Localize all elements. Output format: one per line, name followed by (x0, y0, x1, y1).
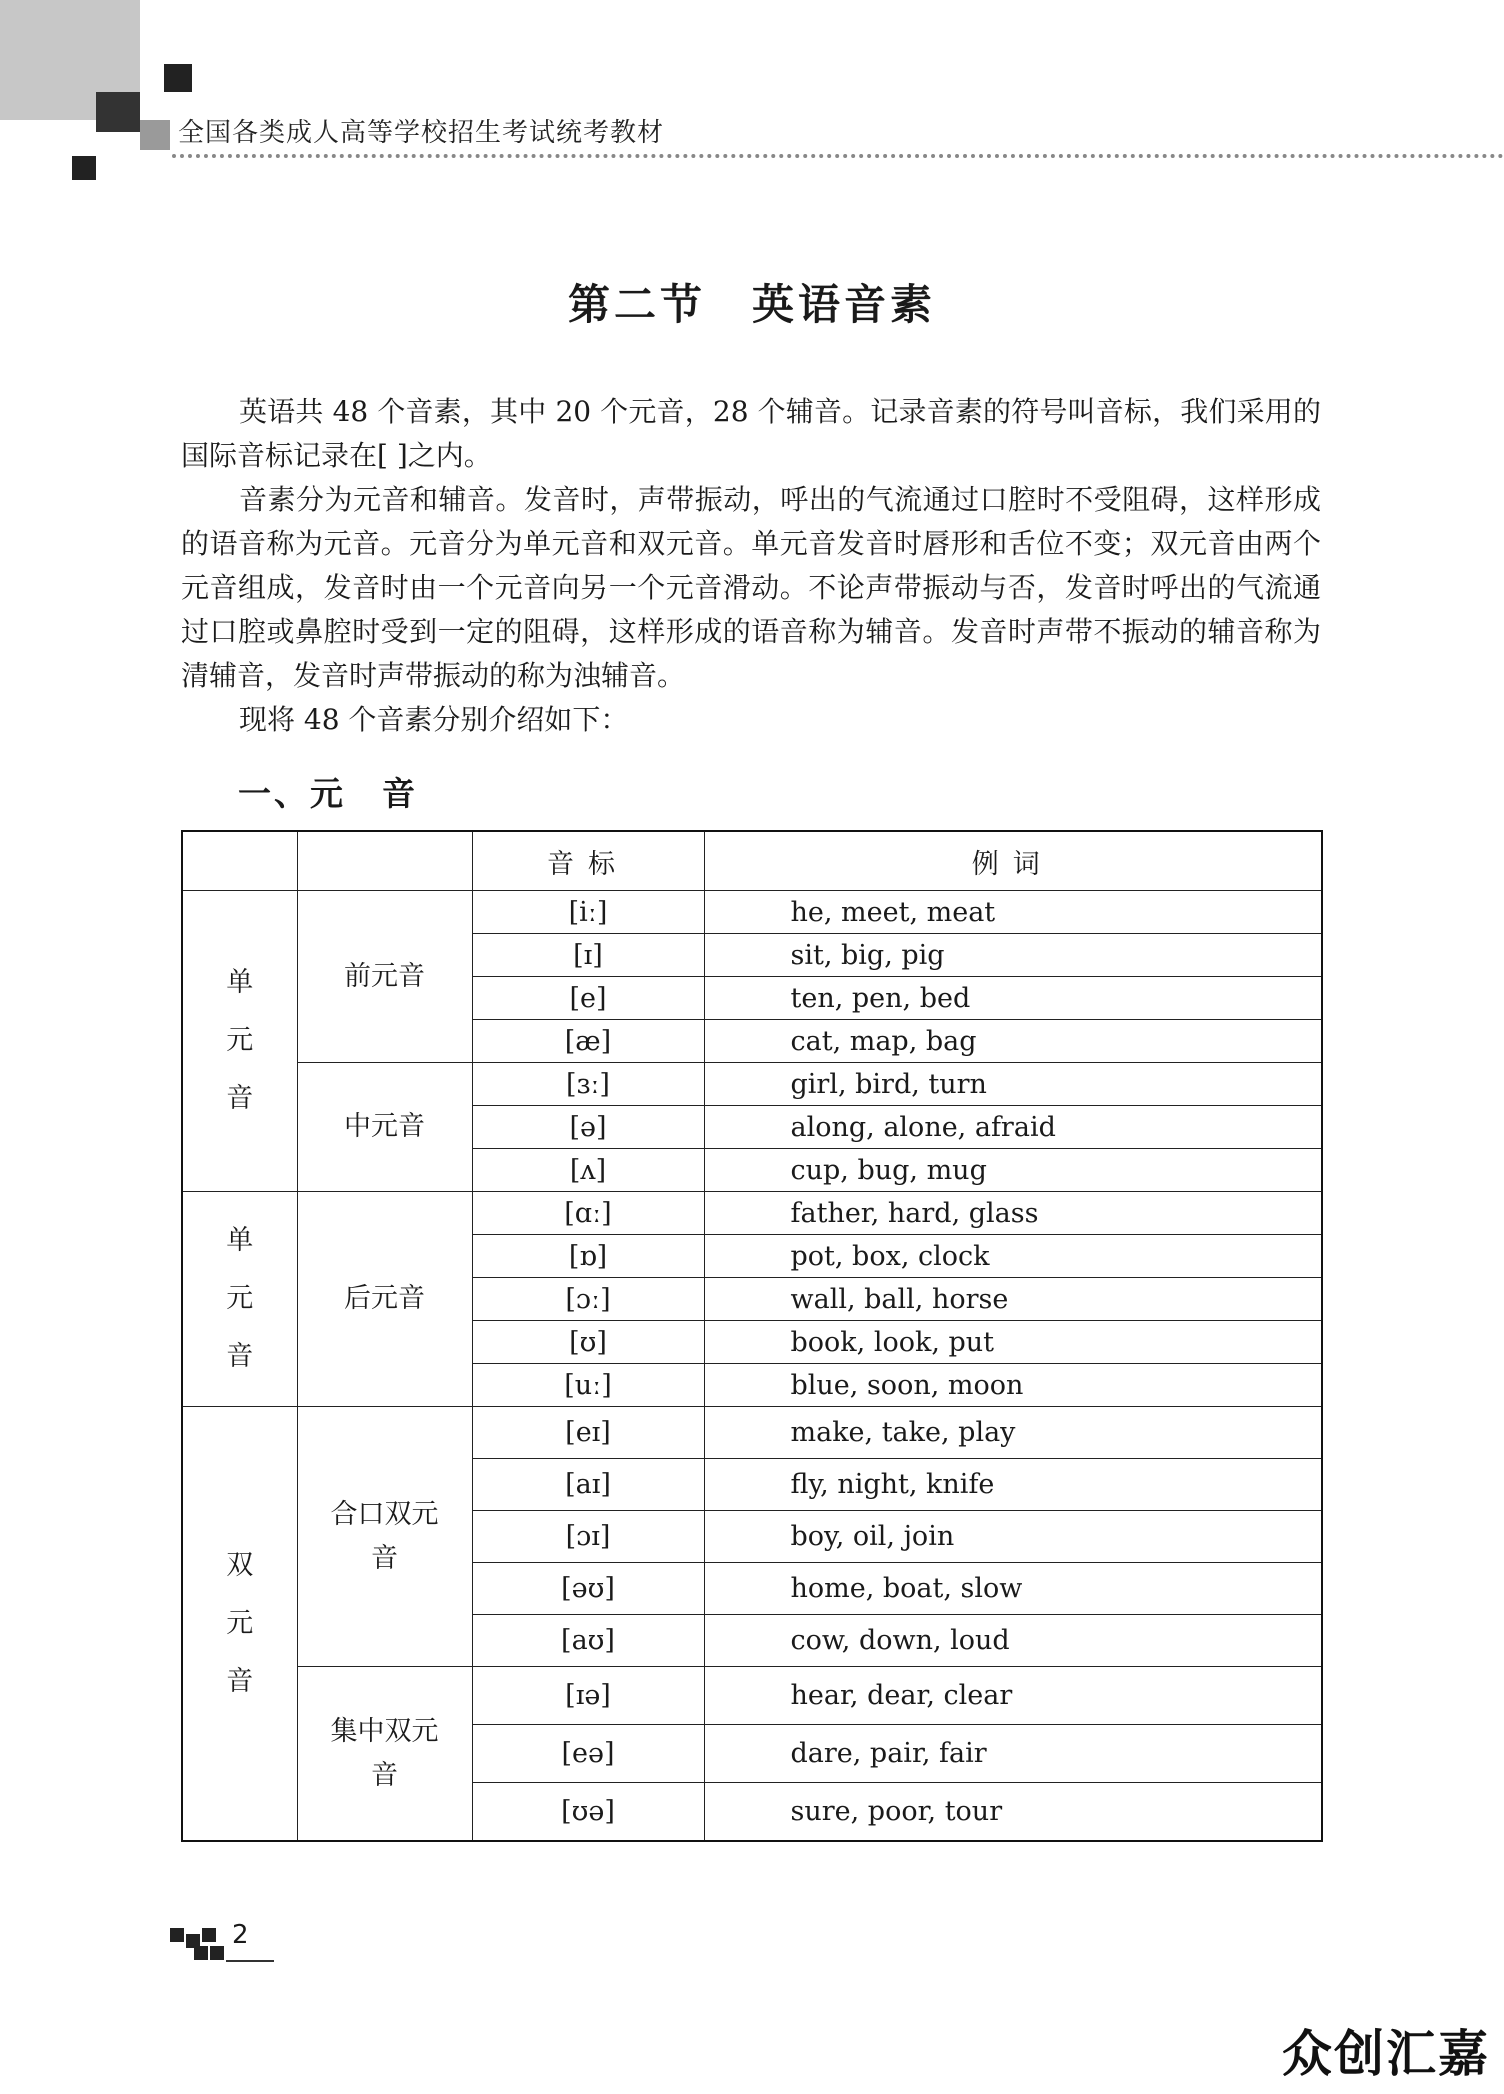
paragraph-2: 音素分为元音和辅音。发音时，声带振动，呼出的气流通过口腔时不受阻碍，这样形成的语音称为元音。元音分为单元音和双元音。单元音发音时唇形和舌位不变；双元音由两个元音组成，发音时由一个元音向另一个元音滑动。不论声带振动与否，发音时呼出的气流通过口腔或鼻腔时受到一定的阻碍，这样形成的语音称为辅音。发音时声带不振动的辅音称为清辅音，发音时声带振动的称为浊辅音。 (181, 483, 1321, 692)
vowel-table (181, 830, 1323, 1842)
header-example: 例词 (704, 831, 1322, 891)
subgroup-label (297, 1407, 472, 1667)
example-cell: boy, oil, join (704, 1511, 1322, 1563)
example-cell: hear, dear, clear (704, 1667, 1322, 1725)
running-header: 全国各类成人高等学校招生考试统考教材 (178, 118, 665, 148)
group-label (182, 891, 297, 1192)
page-number: 2 (232, 1920, 249, 1950)
header-empty-1 (182, 831, 297, 891)
header-divider (172, 154, 1504, 158)
example-cell: cow, down, loud (704, 1615, 1322, 1667)
symbol-cell: [iː] (472, 891, 704, 934)
table-row (182, 1063, 1322, 1106)
example-cell: he, meet, meat (704, 891, 1322, 934)
symbol-cell: [ɔɪ] (472, 1511, 704, 1563)
header-empty-2 (297, 831, 472, 891)
example-cell: sure, poor, tour (704, 1783, 1322, 1842)
example-cell: along, alone, afraid (704, 1106, 1322, 1149)
subgroup-label (297, 1667, 472, 1842)
footer-decoration-1 (170, 1928, 184, 1942)
symbol-cell: [ɪ] (472, 934, 704, 977)
header-decoration-small (164, 64, 192, 92)
subgroup-label: 前元音 (297, 891, 472, 1063)
section-title: 第二节 英语音素 (567, 280, 936, 329)
subsection-heading: 一、元 音 (238, 774, 418, 813)
paragraph-1: 英语共 48 个音素，其中 20 个元音，28 个辅音。记录音素的符号叫音标，我们采用的国际音标记录在[ ]之内。 (181, 395, 1321, 472)
symbol-cell: [æ] (472, 1020, 704, 1063)
subgroup-label: 后元音 (297, 1192, 472, 1407)
example-cell: cup, bug, mug (704, 1149, 1322, 1192)
footer-decoration-5 (210, 1946, 224, 1960)
group-label (182, 1192, 297, 1407)
group-label (182, 1407, 297, 1842)
table-row (182, 1667, 1322, 1725)
example-cell: home, boat, slow (704, 1563, 1322, 1615)
example-cell: fly, night, knife (704, 1459, 1322, 1511)
symbol-cell: [ɜː] (472, 1063, 704, 1106)
symbol-cell: [eɪ] (472, 1407, 704, 1459)
symbol-cell: [ʌ] (472, 1149, 704, 1192)
group-label-text: 单元音 (226, 967, 254, 1114)
example-cell: girl, bird, turn (704, 1063, 1322, 1106)
header-decoration-tiny (72, 156, 96, 180)
table-row (182, 1407, 1322, 1459)
group-label-text: 双元音 (226, 1549, 254, 1697)
header-symbol: 音标 (472, 831, 704, 891)
paragraph-3: 现将 48 个音素分别介绍如下： (239, 703, 629, 736)
header-decoration-mid (96, 92, 140, 132)
example-cell: dare, pair, fair (704, 1725, 1322, 1783)
example-cell: book, look, put (704, 1321, 1322, 1364)
table-row (182, 1192, 1322, 1235)
symbol-cell: [eə] (472, 1725, 704, 1783)
subgroup-label-text: 集中双元音 (330, 1715, 439, 1791)
footer-decoration-3 (202, 1928, 216, 1942)
table-header-row (182, 831, 1322, 891)
symbol-cell: [əʊ] (472, 1563, 704, 1615)
symbol-cell: [aɪ] (472, 1459, 704, 1511)
symbol-cell: [ɔː] (472, 1278, 704, 1321)
subgroup-label: 中元音 (297, 1063, 472, 1192)
table-row (182, 891, 1322, 934)
symbol-cell: [ɒ] (472, 1235, 704, 1278)
footer-decoration-4 (194, 1946, 208, 1960)
page-number-underline (226, 1960, 274, 1962)
symbol-cell: [ɪə] (472, 1667, 704, 1725)
example-cell: pot, box, clock (704, 1235, 1322, 1278)
watermark: 众创汇嘉 (1282, 2025, 1490, 2083)
symbol-cell: [ʊə] (472, 1783, 704, 1842)
symbol-cell: [ə] (472, 1106, 704, 1149)
example-cell: cat, map, bag (704, 1020, 1322, 1063)
symbol-cell: [aʊ] (472, 1615, 704, 1667)
symbol-cell: [uː] (472, 1364, 704, 1407)
group-label-text: 单元音 (226, 1225, 254, 1372)
example-cell: wall, ball, horse (704, 1278, 1322, 1321)
example-cell: sit, big, pig (704, 934, 1322, 977)
symbol-cell: [ʊ] (472, 1321, 704, 1364)
example-cell: make, take, play (704, 1407, 1322, 1459)
symbol-cell: [ɑː] (472, 1192, 704, 1235)
subgroup-label-text: 合口双元音 (330, 1498, 439, 1574)
header-decoration-grey (140, 120, 170, 150)
symbol-cell: [e] (472, 977, 704, 1020)
example-cell: father, hard, glass (704, 1192, 1322, 1235)
example-cell: blue, soon, moon (704, 1364, 1322, 1407)
example-cell: ten, pen, bed (704, 977, 1322, 1020)
